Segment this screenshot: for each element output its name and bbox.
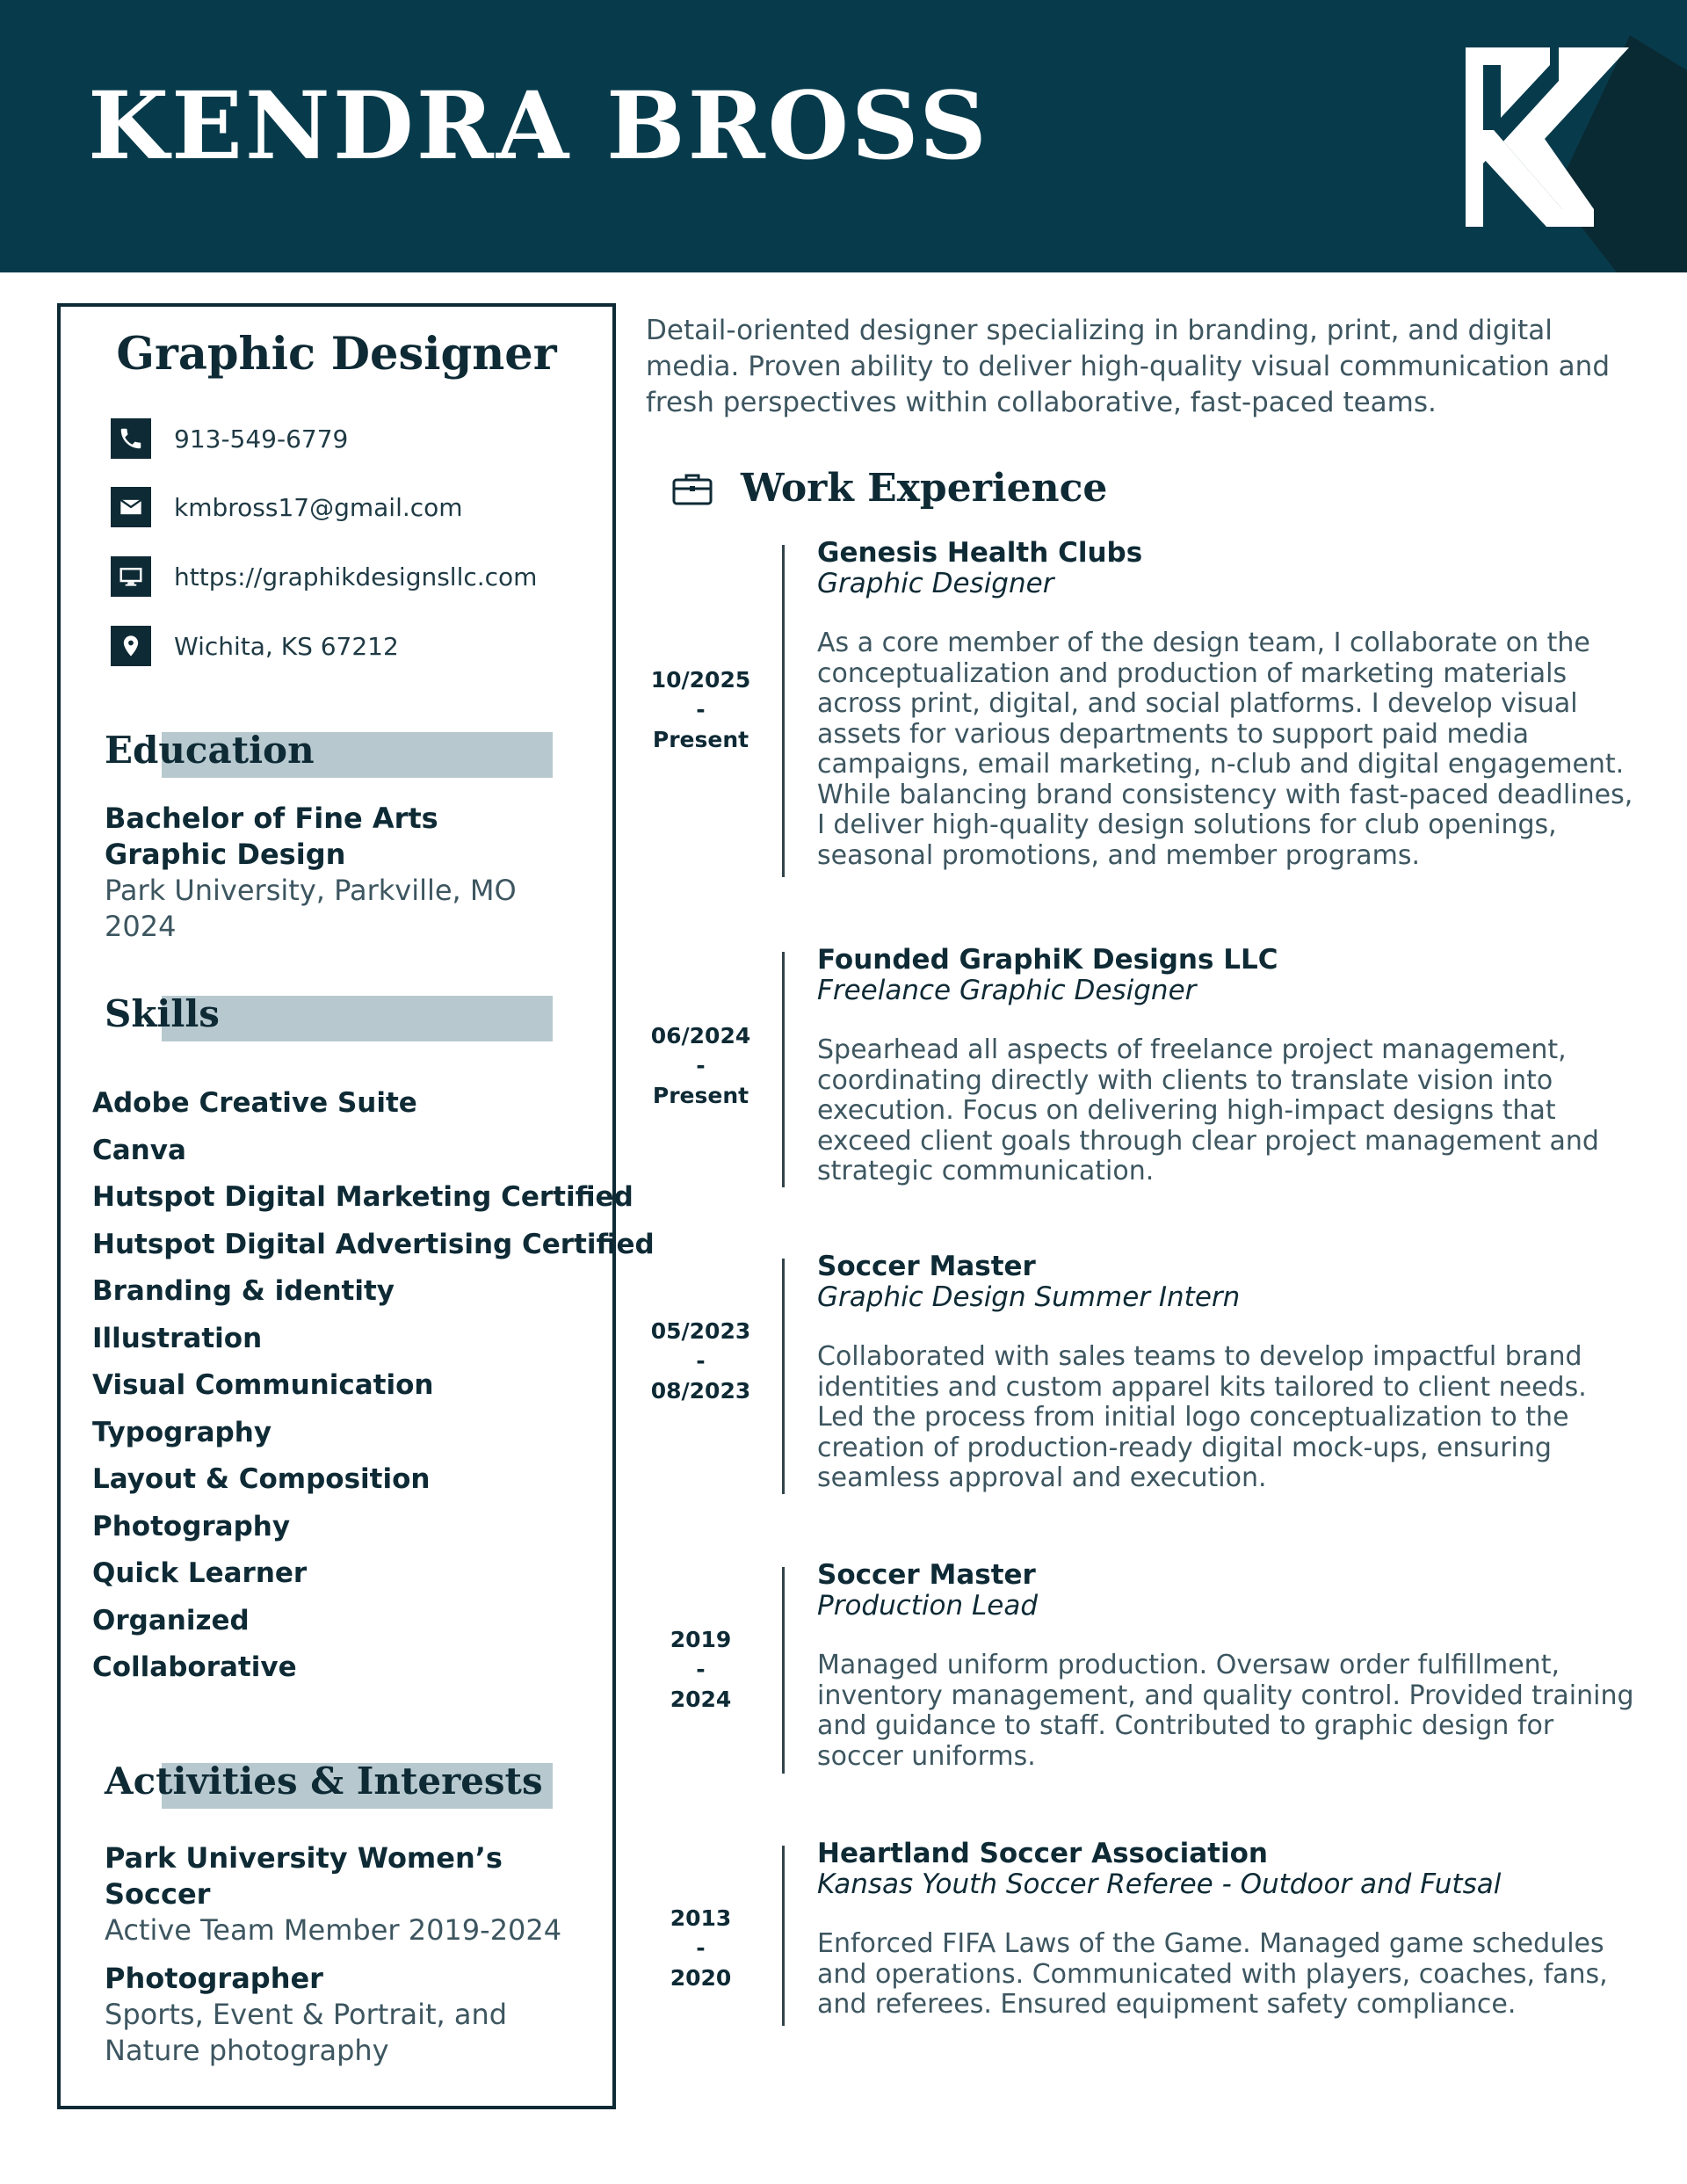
list-item: Layout & Composition (92, 1463, 431, 1495)
education-block (105, 801, 517, 945)
major: Graphic Design (105, 838, 346, 871)
list-item: Canva (92, 1134, 186, 1166)
school: Park University, Parkville, MO (105, 874, 517, 907)
list-item: Hutspot Digital Advertising Certified (92, 1228, 655, 1260)
contact-phone (111, 418, 348, 459)
job-description: As a core member of the design team, I collaborate on the conceptualization and production of marketing materials across print, digital, and social platforms. I develop visual assets for various departments to support paid media campaigns, email marketing, n-club and digital engagement. While balancing brand consistency with fast-paced deadlines, I deliver high-quality design solutions for club openings, seasonal promotions, and member programs. (817, 628, 1633, 871)
location-text: Wichita, KS 67212 (174, 631, 399, 661)
timeline-divider (782, 1846, 785, 2026)
job-dates: 05/2023 - 08/2023 (650, 1318, 751, 1404)
phone-icon (111, 418, 151, 459)
activity-title: Photographer (105, 1962, 323, 1995)
list-item: Collaborative (92, 1651, 297, 1683)
job-dates: 06/2024 - Present (650, 1023, 751, 1108)
contact-website (111, 556, 537, 597)
job-role: Graphic Designer (817, 568, 1054, 599)
location-pin-icon (111, 626, 151, 666)
list-item: Hutspot Digital Marketing Certified (92, 1181, 634, 1213)
job-description: Managed uniform production. Oversaw order fulfillment, inventory management, and quality control. Provided training and guidance to staff. Contributed to graphic design for soccer uniforms. (817, 1650, 1634, 1772)
activities-block (105, 1840, 612, 2069)
company-name: Soccer Master (817, 1559, 1036, 1591)
work-experience-title: Work Experience (741, 466, 1108, 511)
list-item: Illustration (92, 1322, 263, 1354)
education-heading (105, 720, 561, 790)
activity-detail: Nature photography (105, 2034, 389, 2067)
skills-heading (105, 983, 561, 1054)
k-logo-icon (1441, 35, 1687, 272)
candidate-name: KENDRA BROSS (88, 70, 989, 180)
job-title: Graphic Designer (116, 328, 557, 381)
timeline-divider (782, 1259, 785, 1494)
list-item: Adobe Creative Suite (92, 1087, 417, 1119)
monitor-icon (111, 556, 151, 597)
email-icon (111, 487, 151, 527)
sidebar-panel (57, 303, 655, 2109)
job-role: Graphic Design Summer Intern (817, 1281, 1241, 1313)
work-experience-heading (672, 466, 1107, 511)
job-description: Enforced FIFA Laws of the Game. Managed game schedules and operations. Communicated with players, coaches, fans, and referees. Ensured equipment safety compliance. (817, 1928, 1608, 2020)
activity-detail: Active Team Member 2019-2024 (105, 1913, 562, 1947)
company-name: Heartland Soccer Association (817, 1838, 1268, 1869)
list-item: Typography (92, 1416, 272, 1448)
degree: Bachelor of Fine Arts (105, 802, 438, 835)
job-dates: 2013 - 2020 (670, 1905, 732, 1991)
job-dates: 10/2025 - Present (650, 667, 751, 752)
briefcase-icon (672, 472, 713, 505)
timeline-divider (782, 952, 785, 1187)
contact-location (111, 626, 399, 666)
job-dates: 2019 - 2024 (670, 1627, 732, 1712)
activity-title: Park University Women’s Soccer (105, 1841, 503, 1911)
company-name: Founded GraphiK Designs LLC (817, 944, 1278, 976)
profile-summary: Detail-oriented designer specializing in branding, print, and digital media. Proven ability to deliver high-quality visual communication and fresh perspectives within collaborative, fast-paced teams. (646, 315, 1611, 418)
timeline-divider (782, 545, 785, 877)
job-role: Freelance Graphic Designer (817, 975, 1197, 1006)
email-address[interactable]: kmbross17@gmail.com (174, 492, 463, 522)
list-item: Organized (92, 1604, 250, 1636)
job-role: Production Lead (817, 1590, 1039, 1622)
education-title: Education (105, 729, 315, 772)
activities-title: Activities & Interests (105, 1760, 543, 1803)
contact-email (111, 487, 463, 527)
job-description: Collaborated with sales teams to develop impactful brand identities and custom apparel kits tailored to client needs. Led the process from initial logo conceptualization to the creation of production-ready digital mock-ups, ensuring seamless approval and execution. (817, 1341, 1587, 1493)
job-description: Spearhead all aspects of freelance project management, coordinating directly with clients to translate vision into execution. Focus on delivering high-impact designs that exceed client goals through clear project management and strategic communication. (817, 1034, 1599, 1186)
website-link[interactable]: https://graphikdesignsllc.com (174, 562, 538, 591)
activities-heading (105, 1751, 561, 1821)
job-role: Kansas Youth Soccer Referee - Outdoor and Futsal (817, 1868, 1502, 1900)
company-name: Genesis Health Clubs (817, 537, 1143, 569)
header-banner (0, 0, 1687, 272)
list-item: Branding & identity (92, 1275, 395, 1307)
section-highlight-bar (162, 996, 553, 1041)
list-item: Photography (92, 1510, 291, 1542)
skills-title: Skills (105, 992, 220, 1035)
timeline-divider (782, 1567, 785, 1774)
activity-detail: Sports, Event & Portrait, and (105, 1998, 508, 2031)
phone-number[interactable]: 913-549-6779 (174, 424, 349, 453)
company-name: Soccer Master (817, 1251, 1036, 1282)
skills-list (92, 1080, 655, 1692)
list-item: Quick Learner (92, 1557, 308, 1589)
list-item: Visual Communication (92, 1369, 434, 1401)
graduation-year: 2024 (105, 910, 177, 943)
